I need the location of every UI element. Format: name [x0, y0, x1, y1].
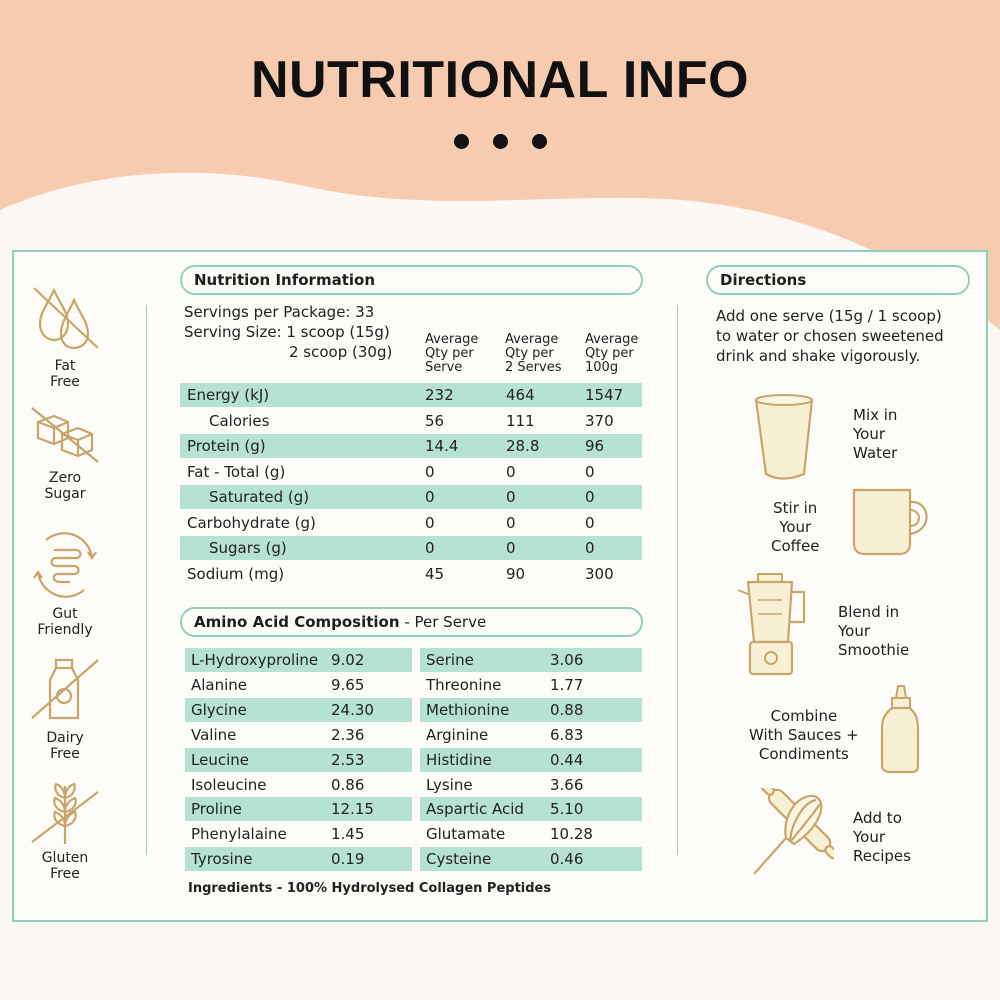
amino-row — [420, 847, 642, 871]
value-per-2-serves: 0 — [506, 462, 516, 481]
nutrient-name: Calories — [209, 411, 270, 430]
amino-value: 0.86 — [331, 775, 365, 794]
nutrient-name: Sodium (mg) — [187, 564, 285, 583]
value-per-100g: 96 — [585, 437, 605, 455]
amino-heading — [180, 607, 643, 637]
feature-label: Fat — [54, 358, 76, 374]
amino-value: 1.45 — [331, 825, 365, 844]
amino-name: Phenylalaine — [191, 825, 287, 844]
step-line: Add to — [853, 809, 902, 827]
directions-line: drink and shake vigorously. — [716, 347, 921, 365]
feature-label: Sugar — [44, 486, 86, 502]
nutrient-name: Fat - Total (g) — [187, 462, 286, 481]
step-line: Your — [779, 518, 812, 536]
sauce-bottle-icon — [876, 682, 924, 776]
feature-gut-friendly — [14, 528, 116, 638]
divider-left — [146, 305, 147, 855]
divider-right — [677, 305, 678, 855]
value-per-serve: 232 — [425, 386, 454, 404]
amino-row — [420, 748, 642, 772]
amino-value: 2.53 — [331, 750, 365, 769]
amino-name: Isoleucine — [191, 775, 267, 794]
amino-row — [185, 673, 412, 697]
amino-row — [420, 698, 642, 722]
amino-value: 12.15 — [331, 800, 374, 819]
serving-size-2: 2 scoop (30g) — [289, 343, 393, 361]
amino-name: Tyrosine — [191, 850, 253, 869]
column-header-line: 100g — [585, 360, 619, 375]
column-header-line: Qty per — [425, 346, 474, 361]
value-per-serve: 0 — [425, 462, 435, 481]
value-per-100g: 0 — [585, 513, 595, 532]
step-line: Your — [853, 425, 886, 443]
value-per-100g: 370 — [585, 411, 614, 430]
value-per-100g: 0 — [585, 488, 595, 506]
servings-per-package: Servings per Package: 33 — [184, 303, 375, 321]
value-per-2-serves: 0 — [506, 513, 516, 532]
value-per-serve: 0 — [425, 539, 435, 557]
nutrition-heading — [180, 265, 643, 295]
amino-name: Serine — [426, 651, 474, 669]
nutrient-name: Sugars (g) — [209, 539, 287, 557]
amino-name: Methionine — [426, 700, 510, 719]
column-header-line: Qty per — [505, 346, 554, 361]
step-line: Mix in — [853, 406, 898, 424]
step-line: With Sauces + — [749, 726, 859, 744]
serving-size-1: Serving Size: 1 scoop (15g) — [184, 323, 390, 341]
amino-name: Leucine — [191, 750, 249, 769]
amino-row — [420, 797, 642, 821]
nutrition-row — [180, 536, 642, 560]
feature-label: Gluten — [41, 850, 89, 866]
feature-dairy-free — [14, 654, 116, 762]
value-per-serve: 0 — [425, 513, 435, 532]
step-line: Water — [853, 444, 898, 462]
amino-name: Arginine — [426, 725, 489, 744]
sugar-cubes-icon — [28, 404, 102, 466]
amino-row — [420, 723, 642, 747]
nutrient-name: Saturated (g) — [209, 488, 310, 506]
column-header-line: Serve — [425, 360, 463, 375]
column-header-line: Average — [585, 332, 639, 347]
blender-icon — [734, 570, 814, 682]
directions-line: to water or chosen sweetened — [716, 327, 944, 345]
feature-label: Dairy — [46, 730, 84, 746]
amino-name: Glutamate — [426, 825, 506, 844]
amino-value: 3.06 — [550, 651, 584, 669]
step-line: Smoothie — [838, 641, 910, 659]
amino-value: 0.19 — [331, 850, 365, 869]
amino-value: 24.30 — [331, 700, 374, 719]
value-per-2-serves: 111 — [506, 411, 535, 430]
value-per-100g: 0 — [585, 539, 595, 557]
amino-value: 9.02 — [331, 651, 365, 669]
amino-row — [185, 847, 412, 871]
value-per-2-serves: 0 — [506, 488, 516, 506]
value-per-100g: 0 — [585, 462, 595, 481]
amino-name: Histidine — [426, 750, 492, 769]
feature-zero-sugar — [14, 404, 116, 502]
amino-row — [185, 822, 412, 846]
amino-name: Glycine — [191, 700, 247, 719]
nutrition-row — [180, 562, 642, 586]
amino-value: 1.77 — [550, 675, 584, 694]
amino-value: 0.88 — [550, 700, 584, 719]
feature-fat-free — [14, 282, 116, 390]
nutrition-row — [180, 383, 642, 407]
amino-value: 0.44 — [550, 750, 584, 769]
nutrition-row — [180, 511, 642, 535]
amino-name: Alanine — [191, 675, 248, 694]
gut-icon — [28, 528, 102, 602]
amino-name: Valine — [191, 725, 237, 744]
nutrition-heading-text: Nutrition Information — [194, 271, 375, 289]
step-line: Stir in — [773, 499, 818, 517]
water-drops-icon — [28, 282, 102, 354]
amino-row — [420, 673, 642, 697]
amino-name: Proline — [191, 800, 242, 819]
whisk-rolling-pin-icon — [734, 788, 834, 884]
step-line: Combine — [770, 707, 838, 725]
dot — [532, 134, 547, 149]
value-per-serve: 0 — [425, 488, 435, 506]
feature-gluten-free — [14, 778, 116, 882]
column-header-per-100g — [585, 333, 638, 375]
amino-value: 6.83 — [550, 725, 584, 744]
nutrient-name: Energy (kJ) — [187, 386, 270, 404]
column-header-per-serve — [425, 333, 478, 375]
amino-row — [185, 648, 412, 672]
feature-label: Zero — [48, 470, 82, 486]
value-per-2-serves: 28.8 — [506, 437, 540, 455]
value-per-2-serves: 0 — [506, 539, 516, 557]
step-line: Recipes — [853, 847, 911, 865]
step-add-label — [853, 809, 911, 866]
value-per-2-serves: 90 — [506, 564, 526, 583]
glass-icon — [746, 388, 824, 484]
milk-bottle-icon — [28, 654, 102, 726]
amino-name: Threonine — [426, 675, 502, 694]
amino-heading-suffix: - Per Serve — [399, 613, 487, 631]
feature-label: Free — [50, 746, 80, 762]
value-per-100g: 300 — [585, 564, 614, 583]
amino-row — [185, 723, 412, 747]
mug-icon — [848, 484, 938, 560]
page-title: NUTRITIONAL INFO — [250, 51, 750, 109]
feature-label: Friendly — [37, 622, 93, 638]
amino-name: Lysine — [426, 775, 473, 794]
step-line: Condiments — [758, 745, 849, 763]
step-combine-label — [749, 707, 859, 764]
step-mix-label — [853, 406, 897, 463]
amino-value: 3.66 — [550, 775, 584, 794]
amino-value: 0.46 — [550, 850, 584, 869]
amino-row — [185, 748, 412, 772]
amino-row — [185, 797, 412, 821]
ingredients-line: Ingredients - 100% Hydrolysed Collagen Peptides — [188, 881, 552, 896]
amino-row — [420, 773, 642, 797]
step-line: Your — [838, 622, 871, 640]
step-line: Your — [853, 828, 886, 846]
directions-text — [716, 306, 976, 366]
value-per-serve: 14.4 — [425, 437, 459, 455]
amino-name: Aspartic Acid — [426, 800, 524, 819]
dot — [454, 134, 469, 149]
directions-heading — [706, 265, 970, 295]
directions-heading-text: Directions — [720, 271, 807, 289]
directions-line: Add one serve (15g / 1 scoop) — [716, 307, 942, 325]
step-blend-label — [838, 603, 909, 660]
column-header-per-2-serves — [505, 333, 561, 375]
amino-value: 5.10 — [550, 800, 584, 819]
amino-name: L-Hydroxyproline — [191, 651, 319, 669]
step-line: Coffee — [771, 537, 820, 555]
step-stir-label — [771, 499, 819, 556]
amino-value: 2.36 — [331, 725, 365, 744]
feature-label: Free — [50, 374, 80, 390]
value-per-serve: 45 — [425, 564, 445, 583]
amino-value: 9.65 — [331, 675, 365, 694]
value-per-2-serves: 464 — [506, 386, 535, 404]
step-line: Blend in — [838, 603, 900, 621]
nutrition-row — [180, 434, 642, 458]
dot — [493, 134, 508, 149]
column-header-line: Qty per — [585, 346, 634, 361]
feature-label: Free — [50, 866, 80, 882]
feature-label: Gut — [52, 606, 78, 622]
column-header-line: Average — [425, 332, 479, 347]
amino-heading-text: Amino Acid Composition — [194, 613, 400, 631]
nutrition-row — [180, 485, 642, 509]
nutrition-row — [180, 409, 642, 433]
column-header-line: 2 Serves — [505, 360, 562, 375]
wheat-icon — [28, 778, 102, 846]
nutrient-name: Protein (g) — [187, 437, 266, 455]
amino-name: Cysteine — [426, 850, 492, 869]
value-per-serve: 56 — [425, 411, 445, 430]
amino-row — [185, 773, 412, 797]
amino-row — [420, 822, 642, 846]
amino-row — [420, 648, 642, 672]
amino-row — [185, 698, 412, 722]
column-header-line: Average — [505, 332, 559, 347]
title-dots — [0, 134, 1000, 149]
value-per-100g: 1547 — [585, 386, 624, 404]
nutrient-name: Carbohydrate (g) — [187, 513, 316, 532]
nutrition-row — [180, 460, 642, 484]
amino-value: 10.28 — [550, 825, 593, 844]
